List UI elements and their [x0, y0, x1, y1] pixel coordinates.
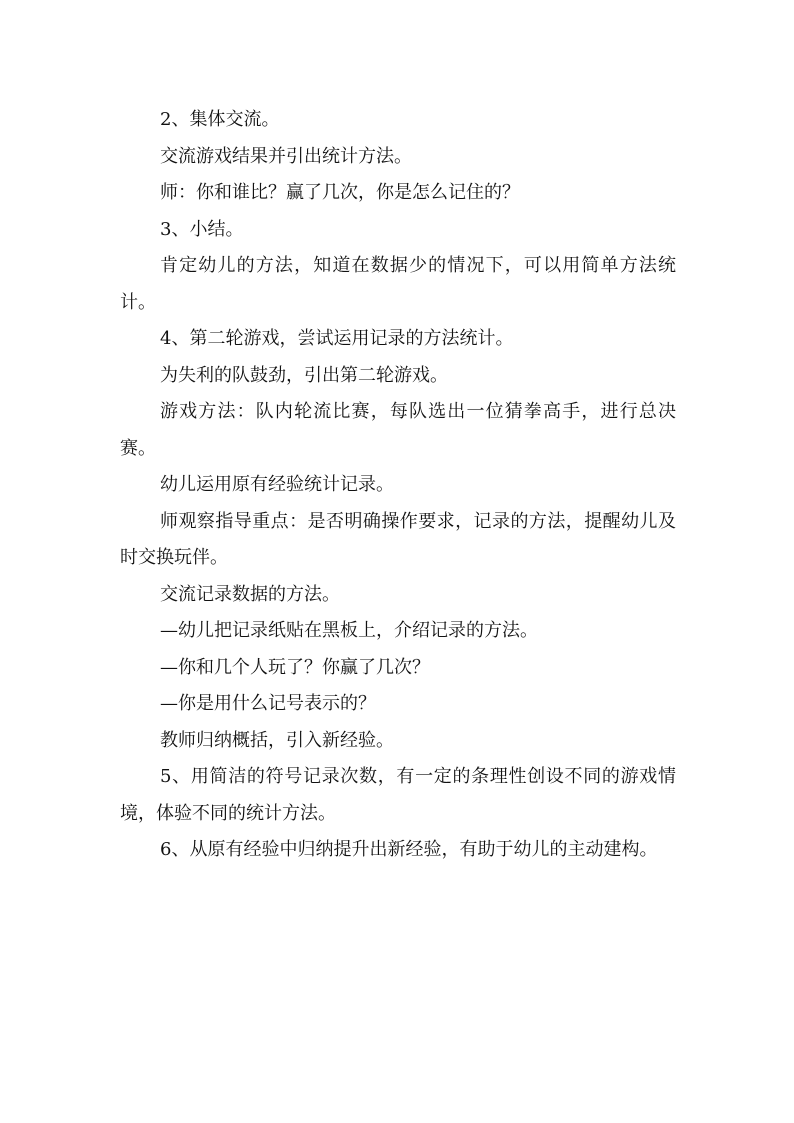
list-item: —你是用什么记号表示的？ — [160, 693, 376, 714]
paragraph: 为失利的队鼓劲，引出第二轮游戏。 — [160, 364, 448, 386]
paragraph: 游戏方法：队内轮流比赛，每队选出一位猜拳高手，进行总决赛。 — [120, 401, 676, 459]
paragraph-section-4-heading: 4、第二轮游戏，尝试运用记录的方法统计。 — [160, 328, 514, 349]
paragraph: 幼儿运用原有经验统计记录。 — [160, 474, 394, 495]
document-body — [120, 102, 676, 869]
paragraph: 师：你和谁比？赢了几次，你是怎么记住的？ — [160, 182, 520, 203]
paragraph: 交流游戏结果并引出统计方法。 — [160, 145, 412, 167]
paragraph: 师观察指导重点：是否明确操作要求，记录的方法，提醒幼儿及时交换玩伴。 — [120, 510, 676, 568]
paragraph: 教师归纳概括，引入新经验。 — [160, 729, 394, 751]
paragraph: 交流记录数据的方法。 — [160, 583, 340, 605]
paragraph-section-2-heading: 2、集体交流。 — [160, 109, 280, 130]
paragraph-section-6: 6、从原有经验中归纳提升出新经验，有助于幼儿的主动建构。 — [160, 839, 658, 860]
paragraph: 肯定幼儿的方法，知道在数据少的情况下，可以用简单方法统计。 — [120, 255, 676, 313]
paragraph-section-3-heading: 3、小结。 — [160, 218, 244, 240]
paragraph-section-5: 5、用简洁的符号记录次数，有一定的条理性创设不同的游戏情境，体验不同的统计方法。 — [120, 766, 676, 824]
list-item: —幼儿把记录纸贴在黑板上，介绍记录的方法。 — [160, 620, 538, 641]
list-item: —你和几个人玩了？你赢了几次？ — [160, 656, 430, 678]
